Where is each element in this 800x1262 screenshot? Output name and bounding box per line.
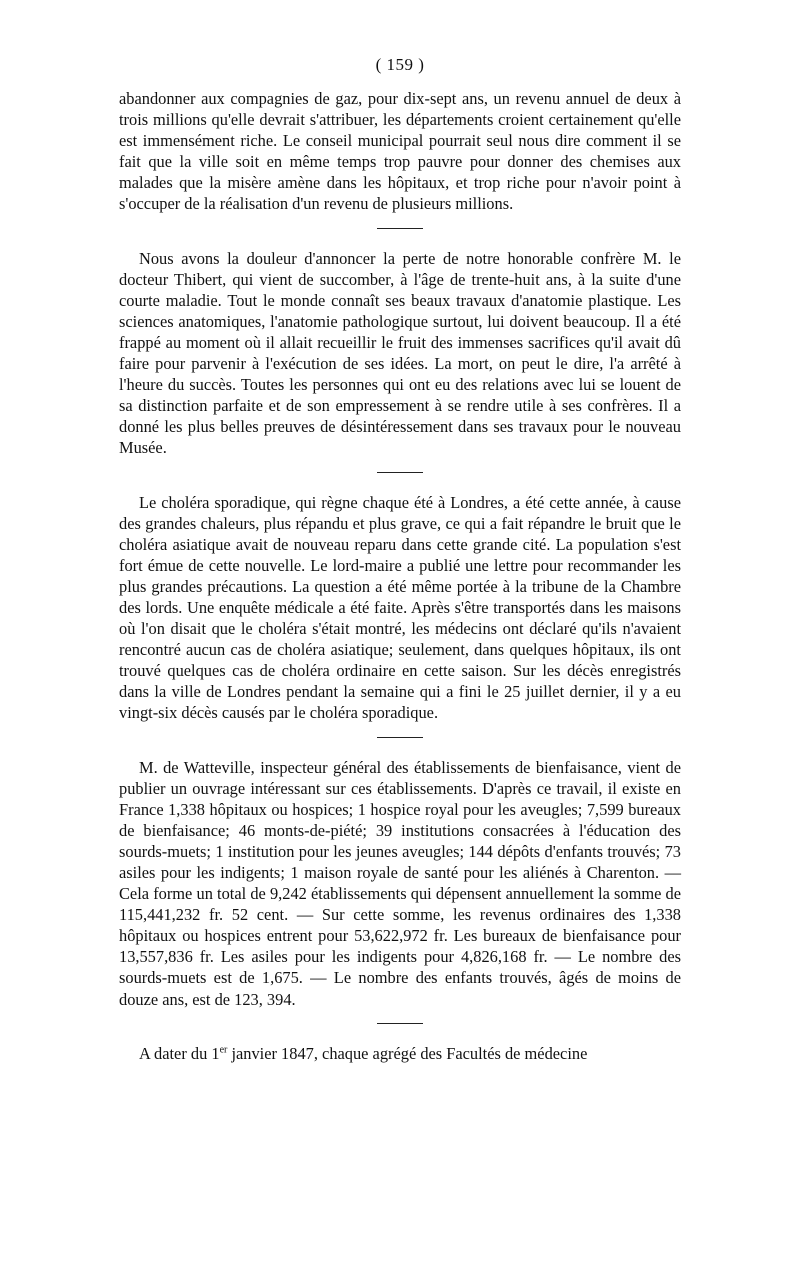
paragraph-gas-revenue: abandonner aux compagnies de gaz, pour dix-sept ans, un revenu annuel de deux à trois millions qu'elle devrait s'attribuer, les départements croient certainement qu'elle est immensément riche. Le conseil municipal pourrait seul nous dire comment il se fait que la ville soit en même temps trop pauvre pour donner des chemises aux malades que la misère amène dans les hôpitaux, et trop riche pour n'avoir point à s'occuper de la réalisation d'un revenu de plusieurs millions.: [119, 89, 681, 214]
paragraph-thibert-obituary: Nous avons la douleur d'annoncer la perte de notre honorable confrère M. le docteur Thibert, qui vient de succomber, à l'âge de trente-huit ans, à la suite d'une courte maladie. Tout le monde connaît ses beaux travaux d'anatomie plastique. Les sciences anatomiques, l'anatomie pathologique surtout, lui doivent beaucoup. Il a été frappé au moment où il allait recueillir le fruit des immenses sacrifices qu'il avait dû faire pour parvenir à l'exécution de ses idées. La mort, on peut le dire, l'a arrêté à l'heure du succès. Toutes les personnes qui ont eu des relations avec lui se louent de sa distinction parfaite et de son empressement à se rendre utile à ses confrères. Il a donné les plus belles preuves de désintéressement dans ses travaux pour le nouveau Musée.: [119, 248, 681, 458]
paragraph-watteville-report: M. de Watteville, inspecteur général des établissements de bienfaisance, vient de publier un ouvrage intéressant sur ces établissements. D'après ce travail, il existe en France 1,338 hôpitaux ou hospices; 1 hospice royal pour les aveugles; 7,599 bureaux de bienfaisance; 46 monts-de-piété; 39 institutions consacrées à l'éducation des sourds-muets; 1 institution pour les jeunes aveugles; 144 dépôts d'enfants trouvés; 73 asiles pour les indigents; 1 maison royale de santé pour les aliénés à Charenton. — Cela forme un total de 9,242 établissements qui dépensent annuellement la somme de 115,441,232 fr. 52 cent. — Sur cette somme, les revenus ordinaires des 1,338 hôpitaux ou hospices entrent pour 53,622,972 fr. Les bureaux de bienfaisance pour 13,557,836 fr. Les asiles pour les indigents pour 4,826,168 fr. — Le nombre des sourds-muets est de 1,675. — Le nombre des enfants trouvés, âgés de moins de douze ans, est de 123, 394.: [119, 757, 681, 1009]
page-number: ( 159 ): [375, 55, 425, 74]
last-line-before: A dater du 1: [139, 1043, 220, 1063]
section-divider: [377, 737, 423, 738]
section-divider: [377, 228, 423, 229]
paragraph-agreges-start: [119, 1043, 681, 1064]
section-divider: [377, 472, 423, 473]
paragraph-cholera-london: Le choléra sporadique, qui règne chaque été à Londres, a été cette année, à cause des grandes chaleurs, plus répandu et plus grave, ce qui a fait répandre le bruit que le choléra asiatique avait de nouveau reparu dans cette grande cité. La population s'est fort émue de cette nouvelle. Le lord-maire a publié une lettre pour recommander les plus grandes précautions. La question a été même portée à la tribune de la Chambre des lords. Une enquête médicale a été faite. Après s'être transportés dans les maisons où l'on disait que le choléra s'était montré, les médecins ont déclaré qu'ils n'avaient rencontré aucun cas de choléra asiatique; seulement, dans quelques hôpitaux, ils ont trouvé quelques cas de choléra ordinaire en cette saison. Sur les décès enregistrés dans la ville de Londres pendant la semaine qui a fini le 25 juillet dernier, il y a eu vingt-six décès causés par le choléra sporadique.: [119, 492, 681, 723]
document-page: [119, 54, 681, 1064]
section-divider: [377, 1023, 423, 1024]
last-line-after: janvier 1847, chaque agrégé des Facultés de médecine: [227, 1043, 588, 1063]
ordinal-superscript: er: [219, 1044, 228, 1056]
